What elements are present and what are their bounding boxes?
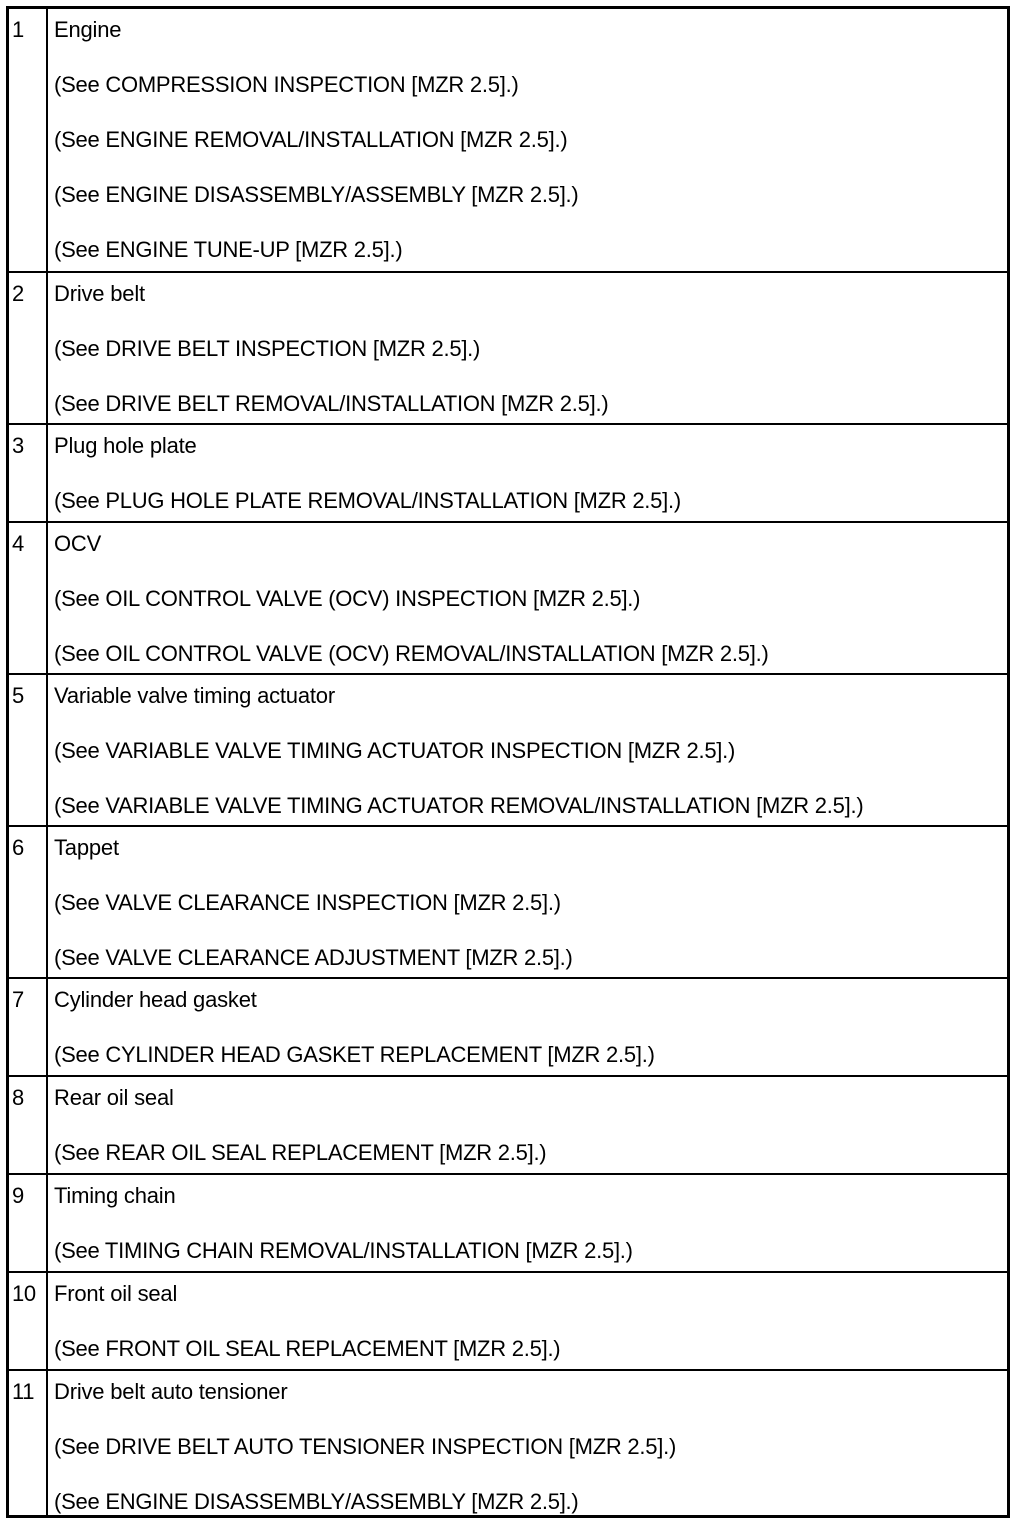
- reference-link[interactable]: (See OIL CONTROL VALVE (OCV) INSPECTION [MZR 2.5].): [54, 586, 641, 611]
- table-row: [9, 827, 1007, 979]
- row-content: [48, 273, 1007, 423]
- component-name: OCV: [54, 531, 102, 556]
- reference-link[interactable]: (See VARIABLE VALVE TIMING ACTUATOR INSPECTION [MZR 2.5].): [54, 738, 736, 763]
- reference-link[interactable]: (See ENGINE REMOVAL/INSTALLATION [MZR 2.5].): [54, 127, 568, 152]
- component-reference-table: [6, 6, 1010, 1518]
- component-name: Timing chain: [54, 1183, 176, 1208]
- table-row: [9, 1077, 1007, 1175]
- row-content: [48, 523, 1007, 673]
- table-row: [9, 9, 1007, 273]
- row-content: [48, 1371, 1007, 1515]
- table-row: [9, 1175, 1007, 1273]
- reference-link[interactable]: (See CYLINDER HEAD GASKET REPLACEMENT [MZR 2.5].): [54, 1042, 655, 1067]
- row-content: [48, 827, 1007, 977]
- table-row: [9, 1273, 1007, 1371]
- reference-link[interactable]: (See TIMING CHAIN REMOVAL/INSTALLATION [MZR 2.5].): [54, 1238, 633, 1263]
- reference-link[interactable]: (See ENGINE DISASSEMBLY/ASSEMBLY [MZR 2.5].): [54, 182, 579, 207]
- component-name: Engine: [54, 17, 122, 42]
- row-content: [48, 675, 1007, 825]
- reference-link[interactable]: (See REAR OIL SEAL REPLACEMENT [MZR 2.5].): [54, 1140, 547, 1165]
- component-name: Drive belt auto tensioner: [54, 1379, 288, 1404]
- row-number: 10: [9, 1273, 48, 1369]
- row-number: 4: [9, 523, 48, 673]
- reference-link[interactable]: (See FRONT OIL SEAL REPLACEMENT [MZR 2.5].): [54, 1336, 561, 1361]
- row-content: [48, 9, 1007, 271]
- table-row: [9, 1371, 1007, 1515]
- reference-link[interactable]: (See DRIVE BELT INSPECTION [MZR 2.5].): [54, 336, 481, 361]
- reference-link[interactable]: (See OIL CONTROL VALVE (OCV) REMOVAL/INSTALLATION [MZR 2.5].): [54, 641, 769, 666]
- reference-link[interactable]: (See DRIVE BELT AUTO TENSIONER INSPECTION [MZR 2.5].): [54, 1434, 677, 1459]
- row-number: 5: [9, 675, 48, 825]
- row-number: 7: [9, 979, 48, 1075]
- table-row: [9, 979, 1007, 1077]
- row-number: 2: [9, 273, 48, 423]
- reference-link[interactable]: (See ENGINE DISASSEMBLY/ASSEMBLY [MZR 2.5].): [54, 1489, 579, 1514]
- row-number: 6: [9, 827, 48, 977]
- row-number: 11: [9, 1371, 48, 1515]
- reference-link[interactable]: (See VALVE CLEARANCE ADJUSTMENT [MZR 2.5].): [54, 945, 573, 970]
- row-content: [48, 1175, 1007, 1271]
- row-content: [48, 1077, 1007, 1173]
- table-row: [9, 523, 1007, 675]
- component-name: Rear oil seal: [54, 1085, 174, 1110]
- reference-link[interactable]: (See COMPRESSION INSPECTION [MZR 2.5].): [54, 72, 519, 97]
- row-content: [48, 425, 1007, 521]
- component-name: Tappet: [54, 835, 119, 860]
- component-name: Plug hole plate: [54, 433, 197, 458]
- component-name: Variable valve timing actuator: [54, 683, 335, 708]
- table-row: [9, 675, 1007, 827]
- row-number: 3: [9, 425, 48, 521]
- row-content: [48, 979, 1007, 1075]
- table-row: [9, 425, 1007, 523]
- row-content: [48, 1273, 1007, 1369]
- component-name: Drive belt: [54, 281, 145, 306]
- reference-link[interactable]: (See VARIABLE VALVE TIMING ACTUATOR REMOVAL/INSTALLATION [MZR 2.5].): [54, 793, 864, 818]
- reference-link[interactable]: (See VALVE CLEARANCE INSPECTION [MZR 2.5].): [54, 890, 561, 915]
- reference-link[interactable]: (See DRIVE BELT REMOVAL/INSTALLATION [MZR 2.5].): [54, 391, 609, 416]
- row-number: 8: [9, 1077, 48, 1173]
- row-number: 1: [9, 9, 48, 271]
- component-name: Cylinder head gasket: [54, 987, 257, 1012]
- reference-link[interactable]: (See ENGINE TUNE-UP [MZR 2.5].): [54, 237, 403, 262]
- table-row: [9, 273, 1007, 425]
- component-name: Front oil seal: [54, 1281, 178, 1306]
- reference-link[interactable]: (See PLUG HOLE PLATE REMOVAL/INSTALLATION [MZR 2.5].): [54, 488, 681, 513]
- row-number: 9: [9, 1175, 48, 1271]
